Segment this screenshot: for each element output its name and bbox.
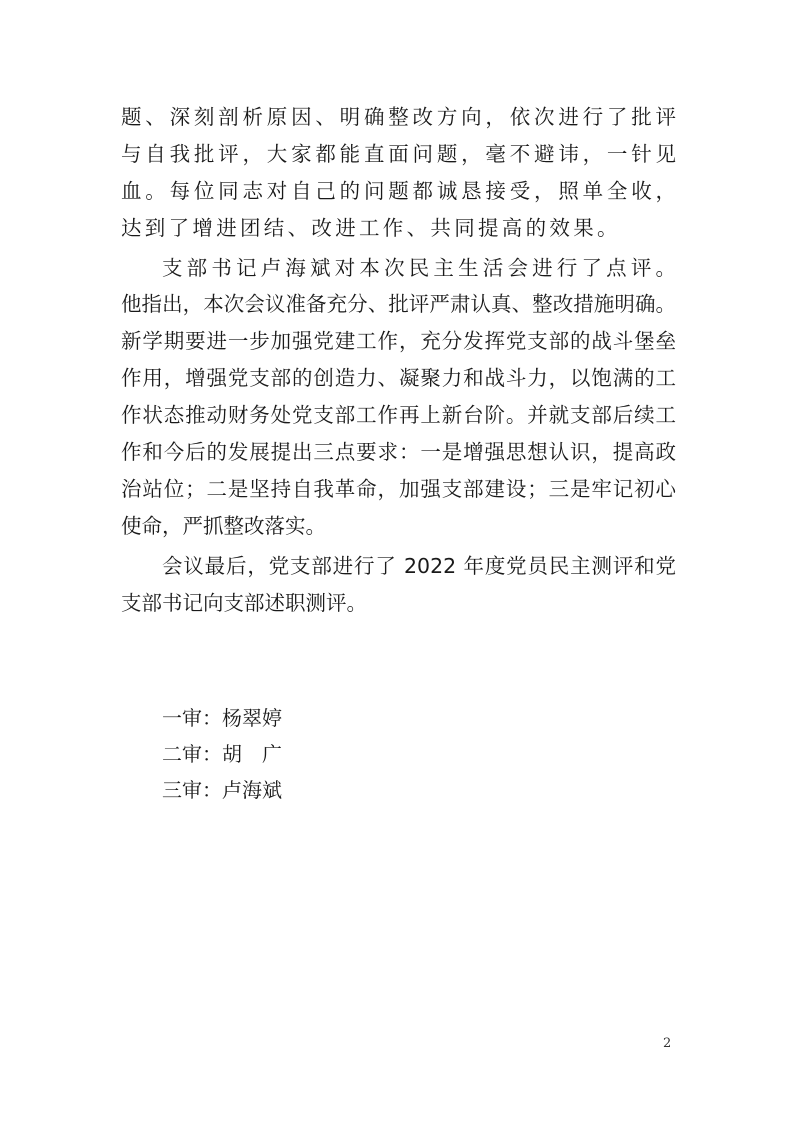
text-line: 会议最后，党支部进行了 2022 年度党员民主测评和党 [162, 554, 676, 578]
text-line: 题、深刻剖析原因、明确整改方向，依次进行了批评 [121, 105, 676, 129]
text-line: 作状态推动财务处党支部工作再上新台阶。并就支部后续工 [121, 403, 676, 427]
reviewer-first: 一审：杨翠婷 [162, 706, 282, 730]
text-line: 支部书记向支部述职测评。 [121, 591, 367, 615]
text-line: 他指出，本次会议准备充分、批评严肃认真、整改措施明确。 [121, 292, 676, 316]
reviewer-second: 二审：胡 广 [162, 742, 282, 766]
text-line: 使命，严抓整改落实。 [121, 514, 326, 538]
text-line: 治站位；二是坚持自我革命，加强支部建设；三是牢记初心 [121, 477, 676, 501]
text-line: 支部书记卢海斌对本次民主生活会进行了点评。 [162, 256, 676, 280]
text-line: 达到了增进团结、改进工作、共同提高的效果。 [121, 216, 621, 240]
text-line: 作用，增强党支部的创造力、凝聚力和战斗力，以饱满的工 [121, 366, 676, 390]
text-line: 作和今后的发展提出三点要求：一是增强思想认识，提高政 [121, 440, 676, 464]
reviewer-third: 三审：卢海斌 [162, 778, 282, 802]
page-number: 2 [663, 1036, 672, 1051]
text-line: 新学期要进一步加强党建工作，充分发挥党支部的战斗堡垒 [121, 329, 676, 353]
text-line: 血。每位同志对自己的问题都诚恳接受，照单全收， [121, 179, 676, 203]
text-line: 与自我批评，大家都能直面问题，毫不避讳，一针见 [121, 142, 676, 166]
